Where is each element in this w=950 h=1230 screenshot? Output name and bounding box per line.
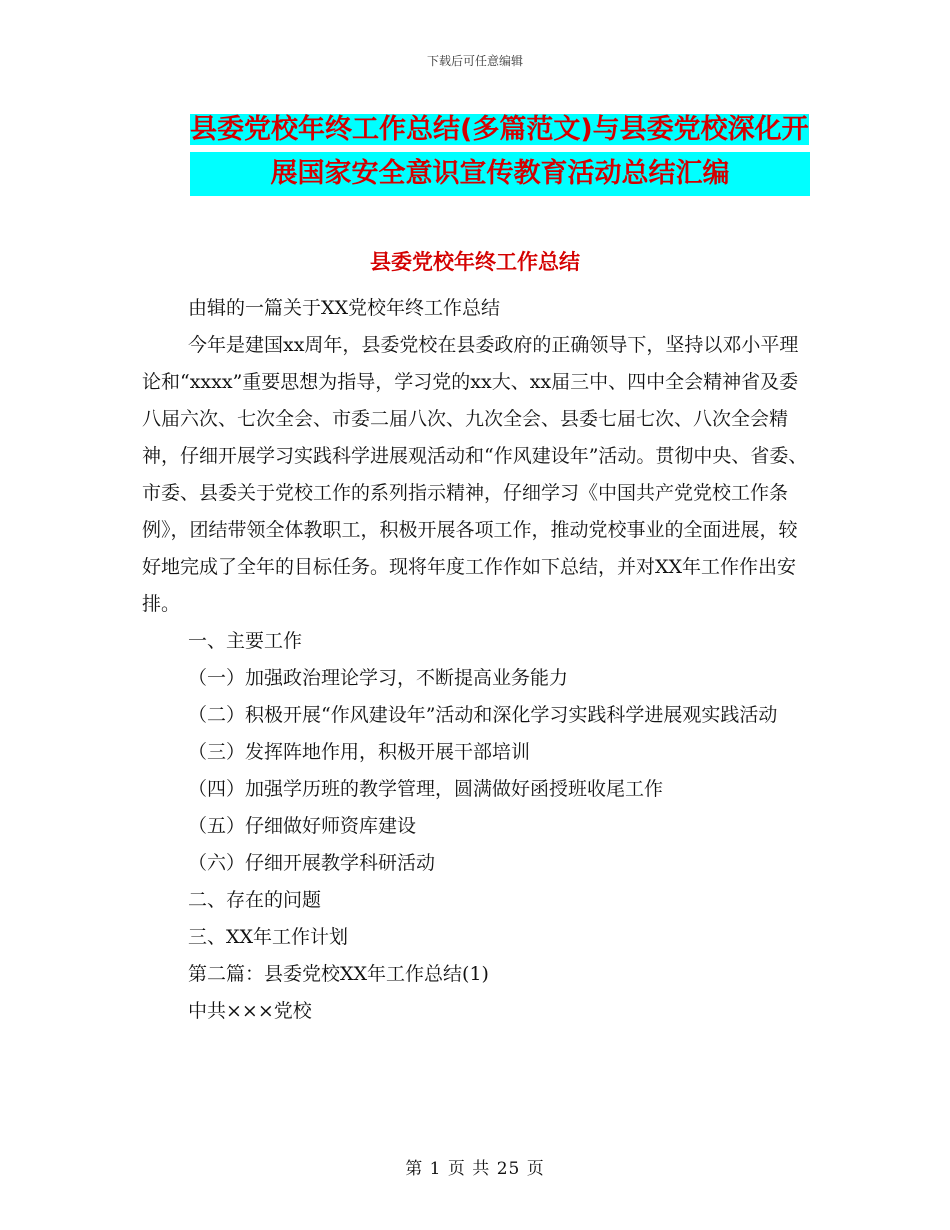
title-line-2: 展国家安全意识宣传教育活动总结汇编 (190, 152, 810, 196)
second-article-title: 第二篇：县委党校XX年工作总结(1) (188, 963, 489, 985)
subitem-1: （一）加强政治理论学习，不断提高业务能力 (188, 667, 569, 689)
author-line: 中共×××党校 (188, 1000, 312, 1022)
heading-problems: 二、存在的问题 (188, 889, 322, 911)
section-title: 县委党校年终工作总结 (370, 250, 580, 274)
title-line-1: 县委党校年终工作总结(多篇范文)与县委党校深化开 (190, 114, 809, 145)
page-footer: 第 1 页 共 25 页 (405, 1159, 545, 1179)
heading-main-work: 一、主要工作 (188, 630, 303, 652)
intro-paragraph: 由辑的一篇关于XX党校年终工作总结 (188, 297, 501, 319)
subitem-3: （三）发挥阵地作用，积极开展干部培训 (188, 741, 531, 763)
header-note: 下载后可任意编辑 (426, 54, 523, 68)
subitem-6: （六）仔细开展教学科研活动 (188, 852, 436, 874)
document-title (190, 108, 810, 196)
heading-plan: 三、XX年工作计划 (188, 926, 349, 948)
subitem-4: （四）加强学历班的教学管理，圆满做好函授班收尾工作 (188, 778, 664, 800)
subitem-5: （五）仔细做好师资库建设 (188, 815, 417, 837)
subitem-2: （二）积极开展“作风建设年”活动和深化学习实践科学进展观实践活动 (188, 704, 778, 726)
document-body (142, 290, 810, 1030)
main-paragraph: 今年是建国xx周年，县委党校在县委政府的正确领导下，坚持以邓小平理论和“xxxx”重要思想为指导，学习党的xx大、xx届三中、四中全会精神省及委八届六次、七次全会、市委二届八次、九次全会、县委七届七次、八次全会精神，仔细开展学习实践科学进展观活动和“作风建设年”活动。贯彻中央、省委、市委、县委关于党校工作的系列指示精神，仔细学习《中国共产党党校工作条例》，团结带领全体教职工，积极开展各项工作，推动党校事业的全面进展，较好地完成了全年的目标任务。现将年度工作作如下总结，并对XX年工作作出安排。 (142, 334, 808, 615)
